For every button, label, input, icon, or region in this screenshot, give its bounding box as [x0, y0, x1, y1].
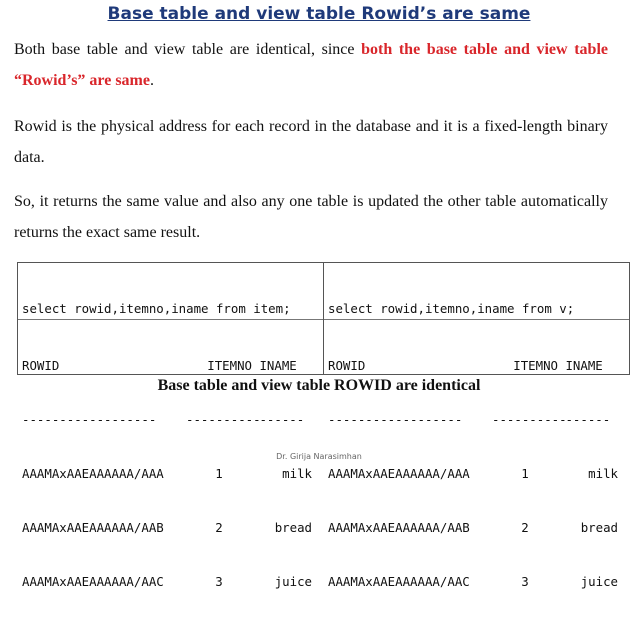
- rowid-cell: AAAMAxAAEAAAAAA/AAC: [328, 574, 470, 589]
- footer-author: Dr. Girija Narasimhan: [276, 452, 362, 461]
- iname-cell: bread: [580, 520, 618, 535]
- header-row: [328, 357, 625, 375]
- rowid-cell: AAAMAxAAEAAAAAA/AAA: [22, 466, 164, 481]
- header-rowid: ROWID: [22, 358, 60, 373]
- iname-cell: milk: [588, 466, 618, 481]
- highlight-text: both the base table and view table “Rowid’s” are same: [14, 41, 608, 89]
- dash-itemno: ----------: [186, 412, 261, 427]
- itemno-cell: 3: [215, 574, 223, 589]
- iname-cell: milk: [282, 466, 312, 481]
- table-row: [22, 519, 319, 537]
- paragraph-same-result: So, it returns the same value and also any one table is updated the other table automatically returns the exact same result.: [14, 193, 608, 241]
- iname-cell: juice: [274, 574, 312, 589]
- table-row: [328, 573, 625, 591]
- dash-rowid: ------------------: [328, 412, 463, 427]
- table-row: [22, 465, 319, 483]
- table-row: [22, 573, 319, 591]
- paragraph-end: .: [149, 72, 154, 89]
- dash-row: [328, 411, 625, 429]
- slide-title: Base table and view table Rowid’s are same: [107, 4, 531, 24]
- header-iname: INAME: [259, 358, 297, 373]
- itemno-cell: 3: [521, 574, 529, 589]
- rowid-cell: AAAMAxAAEAAAAAA/AAA: [328, 466, 470, 481]
- table-row: [328, 519, 625, 537]
- itemno-cell: 2: [215, 520, 223, 535]
- view-table-output: [323, 263, 629, 589]
- header-itemno: ITEMNO: [513, 358, 558, 373]
- header-rowid: ROWID: [328, 358, 366, 373]
- itemno-cell: 1: [521, 466, 529, 481]
- iname-cell: bread: [274, 520, 312, 535]
- paragraph-identical: [14, 34, 608, 96]
- dash-rowid: ------------------: [22, 412, 157, 427]
- itemno-cell: 1: [215, 466, 223, 481]
- rowid-cell: AAAMAxAAEAAAAAA/AAB: [22, 520, 164, 535]
- itemno-cell: 2: [521, 520, 529, 535]
- rowid-cell: AAAMAxAAEAAAAAA/AAC: [22, 574, 164, 589]
- iname-cell: juice: [580, 574, 618, 589]
- sql-command: select rowid,itemno,iname from v;: [324, 300, 629, 320]
- header-row: [22, 357, 319, 375]
- dash-itemno: ----------: [492, 412, 567, 427]
- dash-iname: ------: [565, 412, 611, 427]
- header-itemno: ITEMNO: [207, 358, 252, 373]
- paragraph-text: Both base table and view table are identical, since: [14, 41, 362, 58]
- figure-caption: Base table and view table ROWID are identical: [157, 377, 481, 394]
- dash-row: [22, 411, 319, 429]
- sql-command: select rowid,itemno,iname from item;: [18, 300, 323, 320]
- rowid-cell: AAAMAxAAEAAAAAA/AAB: [328, 520, 470, 535]
- table-row: [328, 465, 625, 483]
- dash-iname: ------: [259, 412, 305, 427]
- paragraph-rowid-definition: Rowid is the physical address for each record in the database and it is a fixed-length binary data.: [14, 118, 608, 166]
- header-iname: INAME: [565, 358, 603, 373]
